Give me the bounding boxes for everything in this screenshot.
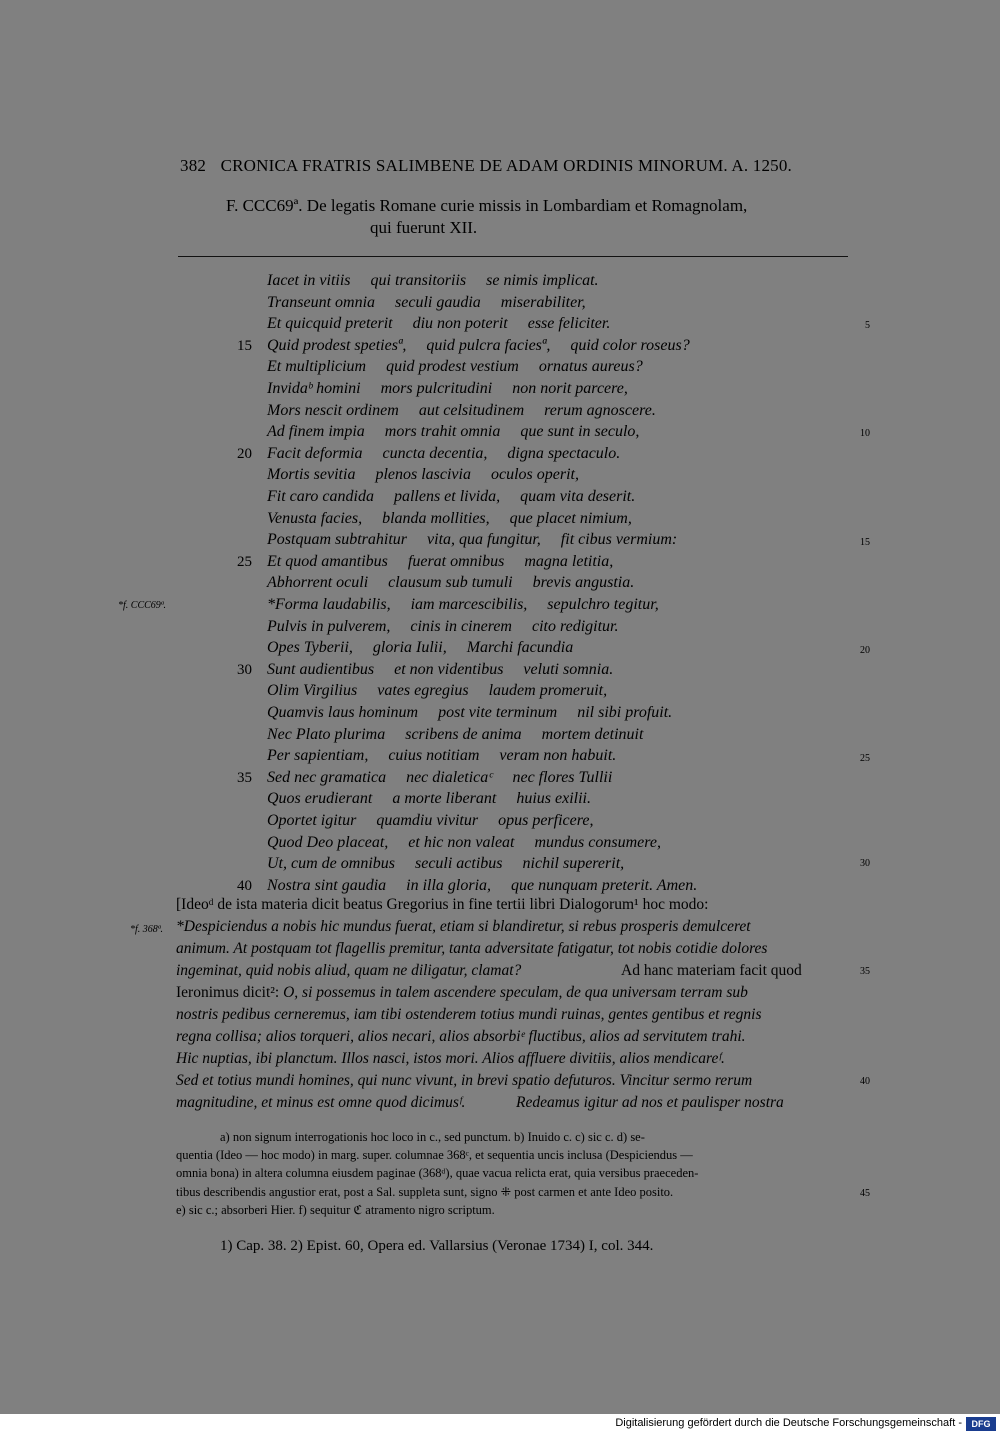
prose-line: animum. At postquam tot flagellis premitur, tanta adversitate fatigatur, tot nobis cotidie dolores <box>176 940 768 957</box>
verse-line: Venusta facies, blanda mollities, que placet nimium, <box>267 509 632 527</box>
line-number: 30 <box>860 858 870 869</box>
verse-line: Nec Plato plurima scribens de anima mortem detinuit <box>267 725 644 743</box>
running-title: CRONICA FRATRIS SALIMBENE DE ADAM ORDINIS MINORUM. A. 1250. <box>220 156 793 175</box>
prose-line: Redeamus igitur ad nos et paulisper nostra <box>516 1094 784 1111</box>
line-number: 5 <box>865 320 870 331</box>
line-number: 25 <box>860 753 870 764</box>
footnote-line: tibus describendis angustior erat, post a Sal. suppleta sunt, signo ⁜ post carmen et ante Ideo posito. <box>176 1185 674 1199</box>
line-number: 10 <box>860 428 870 439</box>
verse-line: Pulvis in pulverem, cinis in cinerem cito redigitur. <box>267 617 619 635</box>
prose-line: Ieronimus dicit²: <box>176 984 280 1001</box>
verse-line: Et multiplicium quid prodest vestium ornatus aureus? <box>267 358 643 376</box>
dfg-credit: Digitalisierung gefördert durch die Deutsche Forschungsgemeinschaft - <box>615 1417 962 1429</box>
line-number: 20 <box>860 645 870 656</box>
prose-line: ingeminat, quid nobis aliud, quam ne diligatur, clamat? <box>176 962 522 979</box>
footnote-line: e) sic c.; absorberi Hier. f) sequitur ℭ atramento nigro scriptum. <box>176 1203 495 1217</box>
verse-line: Et quicquid preterit diu non poterit esse feliciter. <box>267 315 611 333</box>
prose-line: Hic nuptias, ibi planctum. Illos nasci, istos mori. Alios affluere divitiis, alios mendicareᶠ. <box>176 1050 725 1067</box>
prose-line: *Despiciendus a nobis hic mundus fuerat, etiam si blandiretur, si rebus prosperis demulceret <box>176 918 751 935</box>
verse-line: Et quod amantibus fuerat omnibus magna letitia, <box>267 552 614 570</box>
prose-line: magnitudine, et minus est omne quod dicimusᶠ. <box>176 1094 466 1111</box>
verse-line: Abhorrent oculi clausum sub tumuli brevis angustia. <box>267 574 635 592</box>
line-number: 15 <box>860 537 870 548</box>
prose-line: [Ideoᵈ de ista materia dicit beatus Gregorius in fine tertii libri Dialogorum¹ hoc modo: <box>176 896 709 913</box>
verse-line: Quod Deo placeat, et hic non valeat mundus consumere, <box>267 833 661 851</box>
verse-number: 30 <box>237 661 252 678</box>
margin-note: *f. 368ª. <box>130 924 164 935</box>
verse-line: Sunt audientibus et non videntibus veluti somnia. <box>267 660 614 678</box>
verse-number: 15 <box>237 337 252 354</box>
line-number: 45 <box>860 1188 870 1199</box>
line-number: 35 <box>860 966 870 977</box>
verse-line: Mortis sevitia plenos lascivia oculos operit, <box>267 466 579 484</box>
verse-line: Iacet in vitiis qui transitoriis se nimis implicat. <box>267 272 599 289</box>
verse-line: Fit caro candida pallens et livida, quam vita deserit. <box>267 488 636 505</box>
verse-line: Sed nec gramatica nec dialeticaᶜ nec flores Tullii <box>267 768 613 786</box>
verse-number: 40 <box>237 877 252 894</box>
verse-number: 20 <box>237 445 252 462</box>
verse-line: Olim Virgilius vates egregius laudem promeruit, <box>267 682 608 700</box>
prose-line: O, si possemus in talem ascendere speculam, de qua universam terram sub <box>283 984 748 1001</box>
verse-line: Mors nescit ordinem aut celsitudinem rerum agnoscere. <box>267 401 656 419</box>
verse-line: Ad finem impia mors trahit omnia que sunt in seculo, <box>267 423 640 441</box>
verse-line: Transeunt omnia seculi gaudia miserabiliter, <box>267 293 586 311</box>
section-title-line1: F. CCC69ª. De legatis Romane curie missis in Lombardiam et Romagnolam, <box>226 196 748 215</box>
verse-line: Invidaᵇ homini mors pulcritudini non norit parcere, <box>267 380 628 397</box>
prose-line: regna collisa; alios torqueri, alios necari, alios absorbiᵉ fluctibus, alios ad servitutem trahi. <box>176 1028 746 1045</box>
dfg-logo: DFG <box>966 1417 996 1431</box>
verse-line: Oportet igitur quamdiu vivitur opus perficere, <box>267 812 594 829</box>
section-title-line2: qui fuerunt XII. <box>370 218 478 237</box>
prose-line: nostris pedibus cerneremus, iam tibi ostenderem totius mundi ruinas, gentes gentibus et regnis <box>176 1006 762 1023</box>
footnote-line: omnia bona) in altera columna eiusdem paginae (368ᵈ), quae vacua relicta erat, quia versibus praeceden- <box>176 1166 699 1180</box>
verse-line: Quamvis laus hominum post vite terminum nil sibi profuit. <box>267 704 673 721</box>
prose-line: Sed et totius mundi homines, qui nunc vivunt, in brevi spatio defuturos. Vincitur sermo rerum <box>176 1072 753 1089</box>
verse-number: 35 <box>237 769 252 786</box>
verse-number: 25 <box>237 553 252 570</box>
prose-line: Ad hanc materiam facit quod <box>621 962 802 979</box>
line-number: 40 <box>860 1076 870 1087</box>
verse-line: Quid prodest spetiesª, quid pulcra faciesª, quid color roseus? <box>267 336 690 354</box>
verse-line: Facit deformia cuncta decentia, digna spectaculo. <box>267 444 621 462</box>
verse-line: Quos erudierant a morte liberant huius exilii. <box>267 790 591 808</box>
verse-line: Per sapientiam, cuius notitiam veram non habuit. <box>267 747 617 765</box>
running-header <box>180 156 792 176</box>
footnote-line: a) non signum interrogationis hoc loco in c., sed punctum. b) Inuido c. c) sic c. d) se- <box>220 1130 645 1144</box>
verse-line: Opes Tyberii, gloria Iulii, Marchi facundia <box>267 639 574 657</box>
header-rule <box>178 256 848 257</box>
margin-note: *f. CCC69ª. <box>118 600 167 611</box>
verse-line: Postquam subtrahitur vita, qua fungitur, fit cibus vermium: <box>267 531 678 549</box>
verse-line: Ut, cum de omnibus seculi actibus nichil supererit, <box>267 855 625 873</box>
digitization-footer <box>0 1414 1000 1434</box>
verse-line: *Forma laudabilis, iam marcescibilis, sepulchro tegitur, <box>267 596 659 613</box>
page-number: 382 <box>180 156 207 175</box>
verse-line: Nostra sint gaudia in illa gloria, que nunquam preterit. Amen. <box>267 876 698 894</box>
footnote-line: quentia (Ideo — hoc modo) in marg. super. columnae 368ᶜ, et sequentia uncis inclusa (Despiciendus — <box>176 1148 693 1162</box>
source-notes: 1) Cap. 38. 2) Epist. 60, Opera ed. Vallarsius (Veronae 1734) I, col. 344. <box>220 1238 654 1254</box>
